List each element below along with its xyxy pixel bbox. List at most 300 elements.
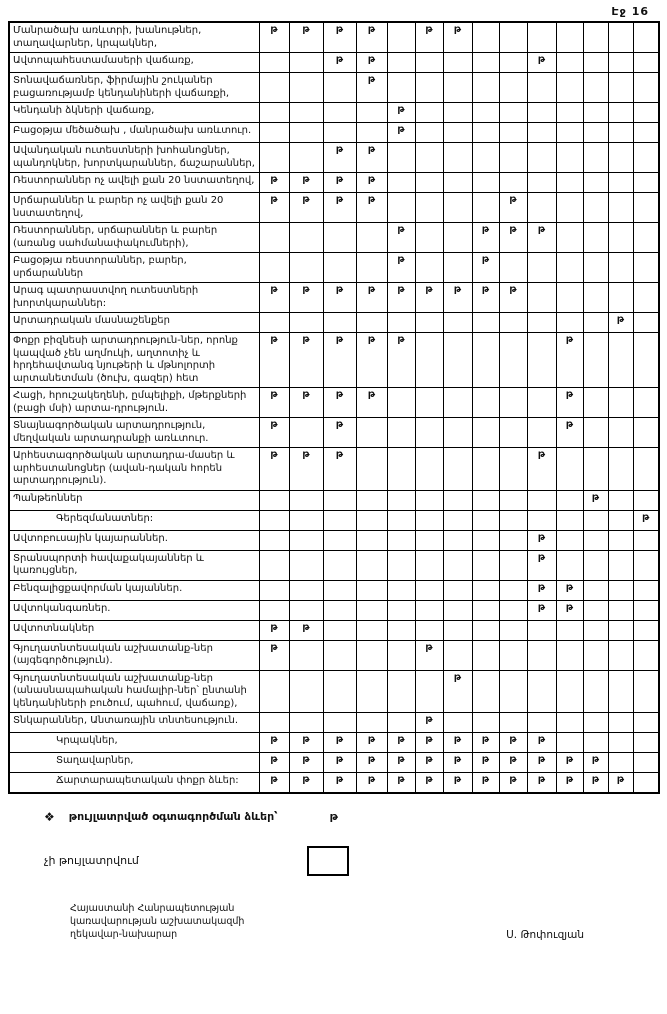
table-row xyxy=(9,510,659,530)
empty-cell xyxy=(556,193,583,223)
row-label: Կենդանի ձկների վաճառք, xyxy=(9,103,259,123)
empty-cell xyxy=(472,313,499,333)
permitted-mark-cell: թ xyxy=(472,733,499,753)
empty-cell xyxy=(583,448,608,491)
empty-cell xyxy=(608,713,633,733)
empty-cell xyxy=(289,580,323,600)
empty-cell xyxy=(608,123,633,143)
empty-cell xyxy=(633,283,659,313)
empty-cell xyxy=(499,418,527,448)
permitted-mark-cell: թ xyxy=(289,733,323,753)
empty-cell xyxy=(415,193,443,223)
empty-cell xyxy=(259,510,289,530)
permitted-mark-cell: թ xyxy=(443,733,472,753)
permitted-mark-cell: թ xyxy=(289,283,323,313)
empty-cell xyxy=(356,103,387,123)
empty-cell xyxy=(608,530,633,550)
empty-cell xyxy=(415,580,443,600)
empty-cell xyxy=(633,620,659,640)
table-row xyxy=(9,73,659,103)
permitted-mark-cell: թ xyxy=(387,733,415,753)
empty-cell xyxy=(608,620,633,640)
row-label: Գյուղատնտեսական աշխատանք-ներ (այգեգործություն). xyxy=(9,640,259,670)
empty-cell xyxy=(608,753,633,773)
empty-cell xyxy=(633,753,659,773)
permitted-mark-cell: թ xyxy=(259,193,289,223)
empty-cell xyxy=(415,253,443,283)
table-row xyxy=(9,313,659,333)
empty-cell xyxy=(443,550,472,580)
row-label: Մանրածախ առևտրի, խանութներ, տաղավարներ, կրպակներ, xyxy=(9,22,259,53)
empty-cell xyxy=(289,530,323,550)
empty-cell xyxy=(608,333,633,388)
empty-cell xyxy=(356,530,387,550)
organization-line: Հայաստանի Հանրապետության xyxy=(70,902,235,914)
empty-cell xyxy=(583,550,608,580)
empty-cell xyxy=(608,22,633,53)
table-row xyxy=(9,223,659,253)
empty-cell xyxy=(499,530,527,550)
empty-cell xyxy=(259,123,289,143)
empty-cell xyxy=(472,448,499,491)
permitted-mark-cell: թ xyxy=(415,640,443,670)
empty-cell xyxy=(387,418,415,448)
empty-cell xyxy=(356,550,387,580)
permitted-mark-cell: թ xyxy=(259,333,289,388)
empty-cell xyxy=(415,173,443,193)
permitted-mark-cell: թ xyxy=(387,123,415,143)
permitted-mark-cell: թ xyxy=(527,580,556,600)
empty-cell xyxy=(556,620,583,640)
permitted-mark-cell: թ xyxy=(608,313,633,333)
empty-cell xyxy=(443,53,472,73)
permitted-mark-cell: թ xyxy=(289,620,323,640)
empty-cell xyxy=(415,530,443,550)
permitted-mark-cell: թ xyxy=(259,22,289,53)
empty-cell xyxy=(259,550,289,580)
empty-cell xyxy=(323,510,356,530)
empty-cell xyxy=(443,448,472,491)
empty-cell xyxy=(583,22,608,53)
empty-cell xyxy=(499,600,527,620)
permitted-mark-cell: թ xyxy=(356,283,387,313)
empty-cell xyxy=(556,73,583,103)
permitted-mark-cell: թ xyxy=(259,418,289,448)
empty-cell xyxy=(356,490,387,510)
empty-cell xyxy=(289,53,323,73)
empty-cell xyxy=(259,713,289,733)
empty-cell xyxy=(608,580,633,600)
permitted-mark-cell: թ xyxy=(259,388,289,418)
empty-cell xyxy=(527,123,556,143)
empty-cell xyxy=(387,73,415,103)
table-row xyxy=(9,123,659,143)
table-row xyxy=(9,550,659,580)
permitted-mark-cell: թ xyxy=(356,388,387,418)
empty-cell xyxy=(443,173,472,193)
empty-cell xyxy=(556,123,583,143)
empty-cell xyxy=(387,580,415,600)
empty-cell xyxy=(633,670,659,713)
empty-cell xyxy=(556,550,583,580)
empty-cell xyxy=(289,103,323,123)
permitted-mark-cell: թ xyxy=(289,388,323,418)
permitted-mark-cell: թ xyxy=(323,283,356,313)
permitted-mark-cell: թ xyxy=(527,223,556,253)
table-row xyxy=(9,253,659,283)
empty-cell xyxy=(415,550,443,580)
empty-cell xyxy=(356,510,387,530)
permitted-mark-cell: թ xyxy=(323,448,356,491)
permitted-mark-cell: թ xyxy=(289,173,323,193)
empty-cell xyxy=(289,550,323,580)
empty-cell xyxy=(443,510,472,530)
empty-cell xyxy=(556,490,583,510)
permitted-mark-cell: թ xyxy=(527,53,556,73)
empty-cell xyxy=(583,253,608,283)
table-row xyxy=(9,448,659,491)
empty-cell xyxy=(527,490,556,510)
organization-line: ղեկավար-նախարար xyxy=(70,929,178,941)
permitted-mark-cell: թ xyxy=(556,418,583,448)
empty-cell xyxy=(415,670,443,713)
permitted-mark-cell: թ xyxy=(527,530,556,550)
empty-cell xyxy=(633,173,659,193)
empty-cell xyxy=(443,143,472,173)
empty-cell xyxy=(259,580,289,600)
diamond-bullet-icon: ❖ xyxy=(44,809,55,824)
empty-cell xyxy=(472,123,499,143)
empty-cell xyxy=(443,103,472,123)
empty-cell xyxy=(633,580,659,600)
row-label: Ավտոբուսային կայարաններ. xyxy=(9,530,259,550)
empty-cell xyxy=(633,53,659,73)
empty-cell xyxy=(415,333,443,388)
permitted-mark-cell: թ xyxy=(527,733,556,753)
permitted-mark-cell: թ xyxy=(527,550,556,580)
permitted-mark-cell: թ xyxy=(556,600,583,620)
empty-cell xyxy=(259,223,289,253)
empty-cell xyxy=(608,510,633,530)
row-label: Ճարտարապետական փոքր ձևեր: xyxy=(9,773,259,793)
empty-cell xyxy=(259,53,289,73)
empty-cell xyxy=(499,550,527,580)
empty-cell xyxy=(472,620,499,640)
permitted-mark-cell: թ xyxy=(527,600,556,620)
empty-cell xyxy=(583,580,608,600)
permitted-mark-cell: թ xyxy=(356,773,387,793)
empty-cell xyxy=(633,73,659,103)
empty-cell xyxy=(415,510,443,530)
permitted-mark-cell: թ xyxy=(499,773,527,793)
row-label: Տրանսպորտի հավաքակայաններ և կառույցներ, xyxy=(9,550,259,580)
empty-cell xyxy=(608,283,633,313)
empty-cell xyxy=(583,123,608,143)
permitted-mark-cell: թ xyxy=(387,773,415,793)
empty-cell xyxy=(259,253,289,283)
empty-cell xyxy=(443,530,472,550)
empty-cell xyxy=(556,510,583,530)
permitted-mark-cell: թ xyxy=(356,733,387,753)
empty-cell xyxy=(415,490,443,510)
empty-cell xyxy=(527,103,556,123)
empty-cell xyxy=(633,530,659,550)
empty-cell xyxy=(387,53,415,73)
empty-cell xyxy=(259,103,289,123)
empty-cell xyxy=(583,283,608,313)
permitted-mark-cell: թ xyxy=(556,333,583,388)
empty-cell xyxy=(633,253,659,283)
empty-cell xyxy=(527,253,556,283)
empty-cell xyxy=(415,388,443,418)
permitted-mark-cell: թ xyxy=(289,193,323,223)
empty-cell xyxy=(472,640,499,670)
empty-cell xyxy=(608,253,633,283)
empty-cell xyxy=(443,640,472,670)
empty-cell xyxy=(583,223,608,253)
empty-cell xyxy=(527,510,556,530)
empty-cell xyxy=(356,640,387,670)
empty-cell xyxy=(633,418,659,448)
row-label: Տաղավարներ, xyxy=(9,753,259,773)
legend-allowed-label: թույլատրված օգտագործման ձևեր՝ xyxy=(68,810,278,823)
empty-cell xyxy=(443,580,472,600)
empty-cell xyxy=(472,418,499,448)
empty-cell xyxy=(443,123,472,143)
empty-cell xyxy=(633,388,659,418)
permitted-mark-cell: թ xyxy=(356,22,387,53)
empty-cell xyxy=(527,418,556,448)
empty-cell xyxy=(472,713,499,733)
empty-cell xyxy=(633,640,659,670)
permitted-mark-cell: թ xyxy=(356,333,387,388)
legend-not-allowed-row xyxy=(44,846,659,876)
empty-cell xyxy=(633,223,659,253)
empty-cell xyxy=(472,580,499,600)
empty-cell xyxy=(633,103,659,123)
empty-cell xyxy=(499,123,527,143)
empty-cell xyxy=(608,670,633,713)
empty-cell xyxy=(608,490,633,510)
empty-cell xyxy=(259,490,289,510)
signature-footer xyxy=(70,902,584,942)
zoning-table-body xyxy=(9,22,659,793)
empty-cell xyxy=(259,530,289,550)
empty-cell xyxy=(387,490,415,510)
permitted-mark-cell: թ xyxy=(289,773,323,793)
empty-cell xyxy=(289,490,323,510)
empty-cell xyxy=(472,193,499,223)
table-row xyxy=(9,580,659,600)
empty-cell xyxy=(472,600,499,620)
permitted-mark-cell: թ xyxy=(527,448,556,491)
permitted-mark-cell: թ xyxy=(556,753,583,773)
empty-cell xyxy=(387,313,415,333)
table-row xyxy=(9,670,659,713)
empty-cell xyxy=(633,713,659,733)
permitted-mark-cell: թ xyxy=(259,733,289,753)
empty-cell xyxy=(289,143,323,173)
permitted-mark-cell: թ xyxy=(356,73,387,103)
permitted-mark-cell: թ xyxy=(608,773,633,793)
empty-cell xyxy=(443,193,472,223)
empty-cell xyxy=(583,733,608,753)
empty-cell xyxy=(289,713,323,733)
empty-cell xyxy=(323,580,356,600)
empty-cell xyxy=(556,448,583,491)
row-label: Գյուղատնտեսական աշխատանք-ներ (անասնապահական համալիր-ներ՝ ընտանի կենդանիների բուծում, պահում, վաճառք), xyxy=(9,670,259,713)
empty-cell xyxy=(356,123,387,143)
empty-cell xyxy=(356,418,387,448)
empty-cell xyxy=(443,388,472,418)
empty-cell xyxy=(499,53,527,73)
empty-cell xyxy=(527,640,556,670)
permitted-mark-cell: թ xyxy=(356,173,387,193)
empty-cell xyxy=(472,333,499,388)
permitted-mark-cell: թ xyxy=(387,223,415,253)
empty-cell xyxy=(499,713,527,733)
empty-cell xyxy=(387,550,415,580)
empty-cell xyxy=(556,313,583,333)
empty-cell xyxy=(415,223,443,253)
empty-cell xyxy=(556,733,583,753)
permitted-mark-cell: թ xyxy=(633,510,659,530)
empty-cell xyxy=(443,333,472,388)
empty-cell xyxy=(499,22,527,53)
row-label: Ավտոկանգառներ. xyxy=(9,600,259,620)
permitted-mark-cell: թ xyxy=(556,773,583,793)
permitted-mark-cell: թ xyxy=(289,753,323,773)
row-label: Արտադրական մասնաշենքեր xyxy=(9,313,259,333)
empty-cell xyxy=(415,143,443,173)
empty-cell xyxy=(499,388,527,418)
empty-cell xyxy=(472,73,499,103)
empty-cell xyxy=(387,640,415,670)
empty-cell xyxy=(472,388,499,418)
empty-cell xyxy=(499,580,527,600)
empty-cell xyxy=(556,143,583,173)
row-label: Փոքր բիզնեսի արտադրություն-ներ, որոնք կապված չեն աղմուկի, աղտոտիչ և հրդեհավտանգ նյութերի և մթնոլորտի արտանետման (ծուխ, գազեր) հետ xyxy=(9,333,259,388)
zoning-table xyxy=(8,21,660,794)
empty-cell xyxy=(527,620,556,640)
empty-cell xyxy=(583,53,608,73)
permitted-mark-cell: թ xyxy=(323,753,356,773)
permitted-mark-cell: թ xyxy=(472,283,499,313)
row-label: Տնայնագործական արտադրություն, մեղվական արտադրանքի առևտուր. xyxy=(9,418,259,448)
empty-cell xyxy=(499,73,527,103)
empty-cell xyxy=(472,670,499,713)
organization-block xyxy=(70,902,244,942)
empty-cell xyxy=(289,418,323,448)
permitted-mark-cell: թ xyxy=(323,143,356,173)
empty-cell xyxy=(608,418,633,448)
empty-cell xyxy=(415,103,443,123)
row-label: Ավանդական ուտեստների խոհանոցներ, պանդոկներ, խորտկարաններ, ճաշարաններ, xyxy=(9,143,259,173)
empty-cell xyxy=(443,73,472,103)
empty-cell xyxy=(556,283,583,313)
row-label: Արհեստագործական արտադրա-մասեր և արհեստանոցներ (ավան-դական հորեն արտադրություն). xyxy=(9,448,259,491)
empty-cell xyxy=(499,670,527,713)
legend-allowed-row xyxy=(44,810,659,824)
empty-cell xyxy=(472,143,499,173)
row-label: Գերեզմանատներ: xyxy=(9,510,259,530)
permitted-mark-cell: թ xyxy=(323,53,356,73)
row-label: Բացօթյա ռեստորաններ, բարեր, սրճարաններ xyxy=(9,253,259,283)
empty-cell xyxy=(608,103,633,123)
permitted-mark-cell: թ xyxy=(356,753,387,773)
empty-cell xyxy=(527,388,556,418)
table-row xyxy=(9,530,659,550)
permitted-mark-cell: թ xyxy=(443,22,472,53)
table-row xyxy=(9,733,659,753)
permitted-mark-cell: թ xyxy=(356,143,387,173)
permitted-mark-cell: թ xyxy=(472,223,499,253)
empty-cell xyxy=(608,733,633,753)
empty-cell xyxy=(472,22,499,53)
empty-cell xyxy=(415,123,443,143)
row-label: Արագ պատրաստվող ուտեստների խորտկարաններ: xyxy=(9,283,259,313)
empty-cell xyxy=(443,313,472,333)
empty-cell xyxy=(259,73,289,103)
empty-cell xyxy=(289,670,323,713)
row-label: Ավտոտնակներ xyxy=(9,620,259,640)
permitted-mark-cell: թ xyxy=(323,22,356,53)
row-label: Բենզալիցքավորման կայաններ. xyxy=(9,580,259,600)
permitted-mark-cell: թ xyxy=(443,670,472,713)
organization-line: կառավարության աշխատակազմի xyxy=(70,915,245,927)
permitted-mark-cell: թ xyxy=(323,388,356,418)
empty-cell xyxy=(356,713,387,733)
legend-not-allowed-label: չի թույլատրվում xyxy=(44,854,139,867)
permitted-mark-cell: թ xyxy=(499,223,527,253)
empty-cell xyxy=(633,333,659,388)
permitted-mark-cell: թ xyxy=(583,490,608,510)
empty-cell xyxy=(499,313,527,333)
empty-cell xyxy=(289,253,323,283)
permitted-mark-cell: թ xyxy=(323,773,356,793)
permitted-mark-cell: թ xyxy=(415,753,443,773)
permitted-mark-cell: թ xyxy=(259,753,289,773)
empty-cell xyxy=(387,173,415,193)
table-row xyxy=(9,600,659,620)
empty-cell xyxy=(633,22,659,53)
empty-cell xyxy=(472,173,499,193)
permitted-mark-cell: թ xyxy=(472,753,499,773)
legend-allowed-mark: թ xyxy=(329,810,338,823)
empty-cell xyxy=(633,123,659,143)
empty-cell xyxy=(387,600,415,620)
permitted-mark-cell: թ xyxy=(443,283,472,313)
empty-cell xyxy=(499,333,527,388)
empty-cell xyxy=(499,253,527,283)
empty-cell xyxy=(556,53,583,73)
empty-cell xyxy=(499,173,527,193)
empty-cell xyxy=(608,448,633,491)
empty-cell xyxy=(556,22,583,53)
empty-cell xyxy=(556,103,583,123)
table-row xyxy=(9,283,659,313)
permitted-mark-cell: թ xyxy=(415,283,443,313)
empty-cell xyxy=(259,600,289,620)
row-label: Պանթեոններ xyxy=(9,490,259,510)
empty-cell xyxy=(289,600,323,620)
empty-cell xyxy=(583,640,608,670)
table-row xyxy=(9,22,659,53)
empty-cell xyxy=(608,193,633,223)
empty-cell xyxy=(608,173,633,193)
empty-cell xyxy=(583,530,608,550)
permitted-mark-cell: թ xyxy=(499,733,527,753)
